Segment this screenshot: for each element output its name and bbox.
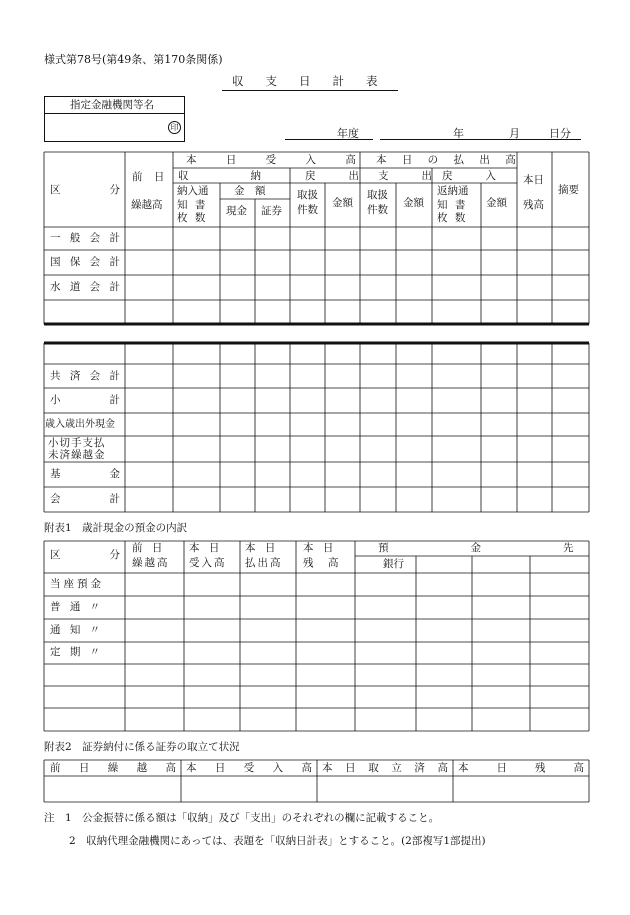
a2-col-prev: 前 日 繰 越 高 <box>50 762 176 774</box>
col-modoshi-out: 戻 出 <box>305 170 363 182</box>
col-amount-1: 金額 <box>332 197 353 209</box>
col-receipts: 本 日 受 入 高 <box>186 154 369 166</box>
col-nyukin-2: 知 書 <box>177 199 208 211</box>
col-modoshi-in: 戻 入 <box>442 170 500 182</box>
a1-col-bank: 銀行 <box>383 558 404 570</box>
form-number: 様式第78号(第49条、第170条関係) <box>44 53 223 66</box>
a2-col-receipt: 本 日 受 入 高 <box>186 762 312 774</box>
col-genkin: 現金 <box>226 205 247 217</box>
row-kikin: 基 金 <box>50 468 120 480</box>
col-henno-2: 知 書 <box>437 199 468 211</box>
a1-row-tsuchi: 通 知 〃 <box>50 624 104 636</box>
row-kogitte-1: 小切手支払 <box>48 437 106 449</box>
col-tekiyo: 摘要 <box>558 184 579 196</box>
col-henno-3: 枚 数 <box>437 212 468 224</box>
row-kokuho: 国 保 会 計 <box>50 256 120 268</box>
col-toriatsukai-1b: 件数 <box>297 204 318 216</box>
a1-col-balance-2: 残 高 <box>303 557 341 569</box>
row-suido: 水 道 会 計 <box>50 281 120 293</box>
col-toriatsukai-2a: 取扱 <box>367 189 388 201</box>
row-kogitte-2: 未済繰越金 <box>48 449 106 461</box>
col-nyukin-3: 枚 数 <box>177 212 208 224</box>
col-kubun: 区 分 <box>50 184 120 196</box>
a1-col-prev-2: 繰越高 <box>132 557 170 569</box>
row-kyosai: 共 済 会 計 <box>50 370 120 382</box>
col-zandaka-2: 残高 <box>523 199 544 211</box>
row-ippan: 一 般 会 計 <box>50 232 120 244</box>
a1-col-balance-1: 本 日 <box>303 542 337 554</box>
date-month-label: 月 <box>509 127 520 140</box>
a1-col-payment-2: 払出高 <box>245 557 283 569</box>
col-zandaka-1: 本日 <box>523 174 544 186</box>
a1-row-futsu: 普 通 〃 <box>50 601 104 613</box>
row-kaikei: 会 計 <box>50 493 120 505</box>
note-1: 注 1 公金振替に係る額は「収納」及び「支出」のそれぞれの欄に記載すること。 <box>44 812 440 824</box>
col-toriatsukai-2b: 件数 <box>367 204 388 216</box>
appendix2-title: 附表2 証券納付に係る証券の取立て状況 <box>44 741 240 753</box>
a1-col-payment-1: 本 日 <box>245 542 279 554</box>
col-payments: 本 日 の 払 出 高 <box>376 154 522 166</box>
appendix1-title: 附表1 歳計現金の預金の内訳 <box>44 522 188 534</box>
a1-row-toza: 当座預金 <box>50 578 104 590</box>
col-shishutsu: 支 出 <box>378 170 436 182</box>
a1-col-prev-1: 前 日 <box>132 542 166 554</box>
col-amount-3: 金額 <box>486 197 507 209</box>
row-shokei: 小 計 <box>50 394 120 406</box>
a1-col-deposit: 預 金 先 <box>378 542 582 554</box>
a1-col-kubun: 区 分 <box>50 549 120 561</box>
page-title: 収支日計表 <box>232 74 400 88</box>
col-nyukin-1: 納入通 <box>177 185 209 197</box>
col-prev-2: 繰越高 <box>131 199 163 211</box>
col-prev-1: 前 日 <box>132 171 169 183</box>
bank-name-label: 指定金融機関等名 <box>70 99 154 111</box>
col-henno-1: 返納通 <box>437 185 469 197</box>
a2-col-balance: 本 日 残 高 <box>458 762 584 774</box>
a1-col-receipt-2: 受入高 <box>189 557 227 569</box>
note-2: 2 収納代理金融機関にあっては、表題を「収納日計表」とすること。(2部複写1部提出) <box>69 835 486 847</box>
seal-mark: 印 <box>168 121 181 134</box>
col-shoken: 証券 <box>261 205 282 217</box>
row-saigai: 歳入歳出外現金 <box>45 419 115 430</box>
col-amount-2: 金額 <box>403 197 424 209</box>
a1-col-receipt-1: 本 日 <box>189 542 223 554</box>
date-day-label: 日分 <box>549 127 571 140</box>
a2-col-collected: 本 日 取 立 済 高 <box>322 762 448 774</box>
fiscal-year-label: 年度 <box>337 127 359 140</box>
date-year-label: 年 <box>453 127 464 140</box>
a1-row-teiki: 定 期 〃 <box>50 646 104 658</box>
col-kingaku: 金 額 <box>234 185 266 197</box>
col-toriatsukai-1a: 取扱 <box>297 189 318 201</box>
col-shuno: 収 納 <box>178 170 265 182</box>
